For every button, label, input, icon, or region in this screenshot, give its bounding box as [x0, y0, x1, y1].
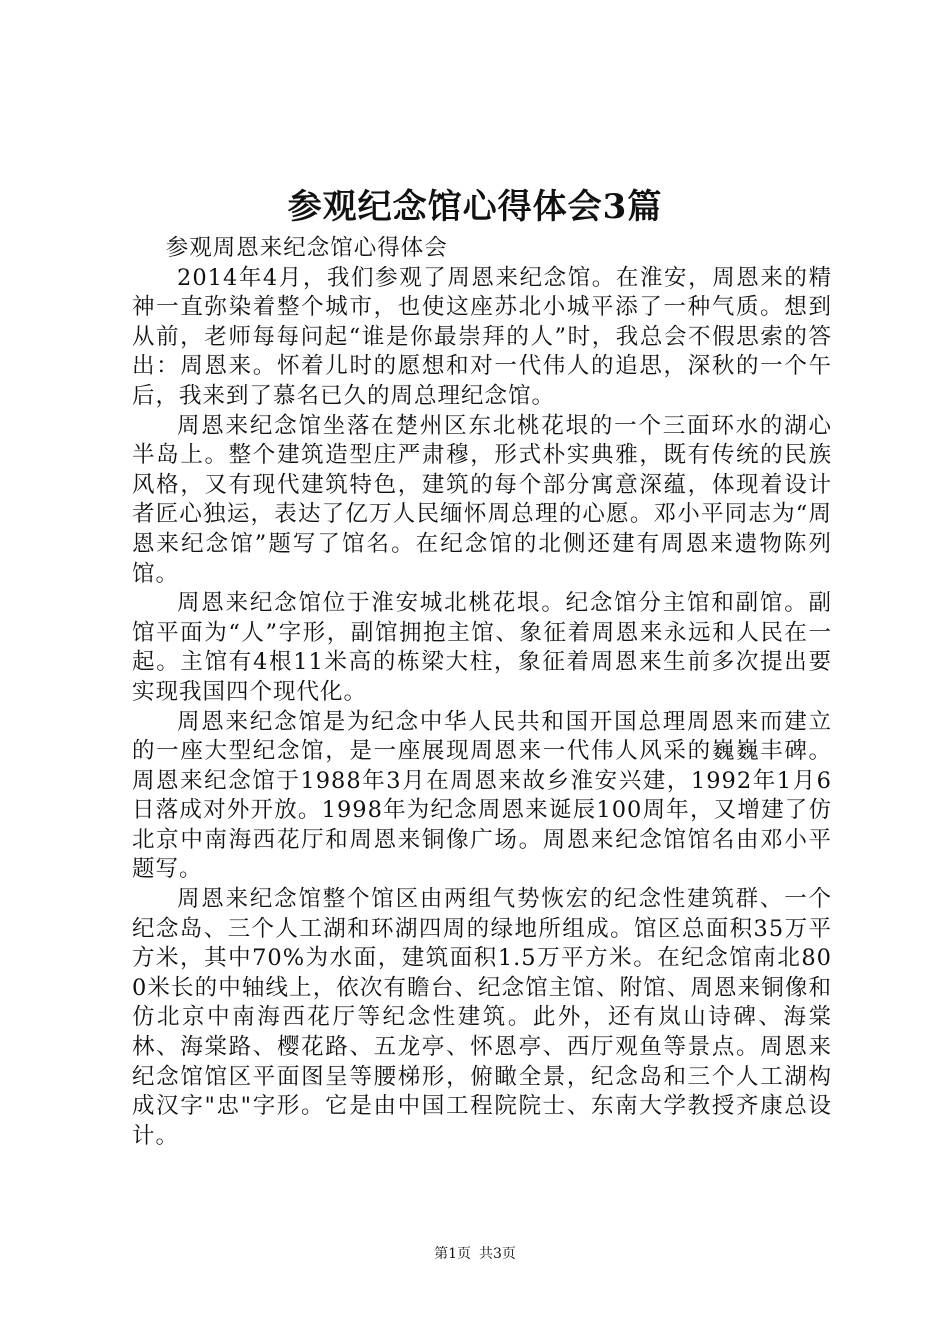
- paragraph-4: 周恩来纪念馆是为纪念中华人民共和国开国总理周恩来而建立的一座大型纪念馆，是一座展现周恩来一代伟人风采的巍巍丰碑。周恩来纪念馆于1988年3月在周恩来故乡淮安兴建，1992年1月6日落成对外开放。1998年为纪念周恩来诞辰100周年，又增建了仿北京中南海西花厅和周恩来铜像广场。周恩来纪念馆馆名由邓小平题写。: [132, 708, 832, 883]
- document-title: 参观纪念馆心得体会3篇: [287, 187, 663, 227]
- section-subtitle: 参观周恩来纪念馆心得体会: [165, 235, 448, 261]
- document-body: [132, 234, 832, 1151]
- page-total: 共3页: [479, 1246, 516, 1262]
- page-footer: [0, 1244, 950, 1264]
- paragraph-3: 周恩来纪念馆位于淮安城北桃花垠。纪念馆分主馆和副馆。副馆平面为“人”字形，副馆拥抱主馆、象征着周恩来永远和人民在一起。主馆有4根11米高的栋梁大柱，象征着周恩来生前多次提出要实现我国四个现代化。: [132, 590, 832, 705]
- paragraph-2: 周恩来纪念馆坐落在楚州区东北桃花垠的一个三面环水的湖心半岛上。整个建筑造型庄严肃穆，形式朴实典雅，既有传统的民族风格，又有现代建筑特色，建筑的每个部分寓意深蕴，体现着设计者匠心独运，表达了亿万人民缅怀周总理的心愿。邓小平同志为“周恩来纪念馆”题写了馆名。在纪念馆的北侧还建有周恩来遗物陈列馆。: [132, 412, 832, 587]
- page-number: 第1页: [434, 1246, 471, 1262]
- paragraph-1: 2014年4月，我们参观了周恩来纪念馆。在淮安，周恩来的精神一直弥染着整个城市，也使这座苏北小城平添了一种气质。想到从前，老师每每问起“谁是你最崇拜的人”时，我总会不假思索的答出：周恩来。怀着儿时的愿想和对一代伟人的追思，深秋的一个午后，我来到了慕名已久的周总理纪念馆。: [132, 264, 832, 409]
- paragraph-5: 周恩来纪念馆整个馆区由两组气势恢宏的纪念性建筑群、一个纪念岛、三个人工湖和环湖四周的绿地所组成。馆区总面积35万平方米，其中70%为水面，建筑面积1.5万平方米。在纪念馆南北800米长的中轴线上，依次有瞻台、纪念馆主馆、附馆、周恩来铜像和仿北京中南海西花厅等纪念性建筑。此外，还有岚山诗碑、海棠林、海棠路、樱花路、五龙亭、怀恩亭、西厅观鱼等景点。周恩来纪念馆馆区平面图呈等腰梯形，俯瞰全景，纪念岛和三个人工湖构成汉字"忠"字形。它是由中国工程院院士、东南大学教授齐康总设计。: [132, 886, 832, 1149]
